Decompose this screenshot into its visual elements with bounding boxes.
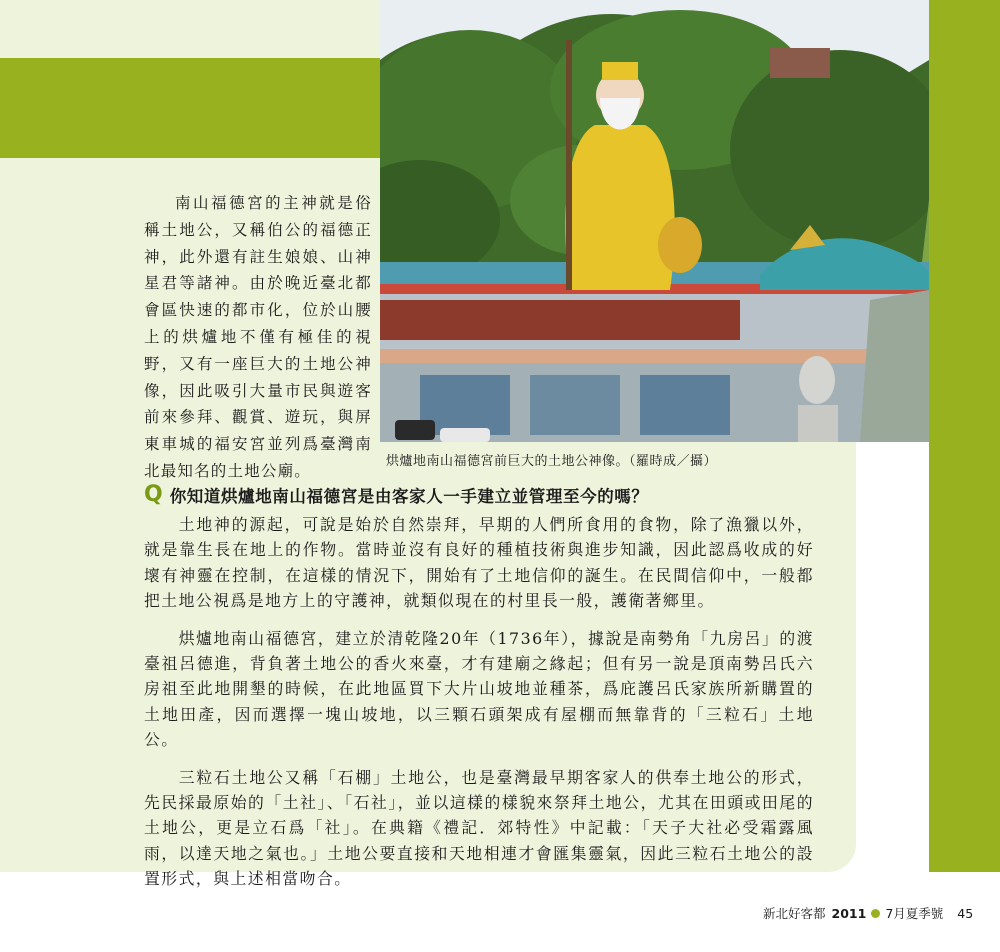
body-paragraph: 土地神的源起，可說是始於自然崇拜，早期的人們所食用的食物，除了漁獵以外，就是靠生長在地上的作物。當時並沒有良好的種植技術與進步知識，因此認爲收成的好壞有神靈在控制，在這樣的情況下，開始有了土地信仰的誕生。在民間信仰中，一般都把土地公視爲是地方上的守護神，就類似現在的村里長一般，護衛著鄉里。 bbox=[144, 515, 814, 611]
page-footer bbox=[763, 904, 973, 922]
body-paragraph: 烘爐地南山福德宮，建立於清乾隆20年（1736年），據說是南勢角「九房呂」的渡臺祖呂德進，背負著土地公的香火來臺，才有建廟之緣起；但有另一說是頂南勢呂氏六房祖至此地開墾的時候，在此地區買下大片山坡地並種茶，爲庇護呂氏家族所新購置的土地田產，因而選擇一塊山坡地，以三顆石頭架成有屋棚而無靠背的「三粒石」土地公。 bbox=[144, 628, 814, 750]
question-text: 你知道烘爐地南山福德宮是由客家人一手建立並管理至今的嗎？ bbox=[169, 486, 649, 506]
temple-photo bbox=[380, 0, 929, 442]
q-mark-icon: Q bbox=[144, 482, 163, 507]
photo-caption: 烘爐地南山福德宮前巨大的土地公神像。（羅時成／攝） bbox=[386, 454, 718, 469]
question-heading bbox=[144, 482, 649, 507]
magazine-name: 新北好客都 bbox=[763, 906, 826, 921]
issue-name: 7月夏季號 bbox=[885, 906, 944, 921]
article-body bbox=[144, 512, 814, 904]
intro-text bbox=[144, 190, 372, 485]
header-accent-band bbox=[0, 58, 380, 158]
intro-paragraph: 南山福德宮的主神就是俗稱土地公，又稱伯公的福德正神，此外還有註生娘娘、山神星君等諸神。由於晚近臺北都會區快速的都市化，位於山腰上的烘爐地不僅有極佳的視野，又有一座巨大的土地公神像，因此吸引大量市民與遊客前來參拜、觀賞、遊玩，與屏東車城的福安宮並列爲臺灣南北最知名的土地公廟。 bbox=[144, 194, 372, 480]
issue-year: 2011 bbox=[831, 905, 867, 921]
body-paragraph: 三粒石土地公又稱「石棚」土地公，也是臺灣最早期客家人的供奉土地公的形式，先民採最原始的「土社」、「石社」，並以這樣的樣貌來祭拜土地公，尤其在田頭或田尾的土地公，更是立石爲「社」。在典籍《禮記．郊特性》中記載：「天子大社必受霜露風雨，以達天地之氣也。」土地公要直接和天地相連才會匯集靈氣，因此三粒石土地公的設置形式，與上述相當吻合。 bbox=[144, 767, 814, 889]
side-accent-bar bbox=[929, 0, 1000, 872]
page-number: 45 bbox=[957, 905, 974, 921]
bullet-dot-icon bbox=[871, 909, 880, 918]
